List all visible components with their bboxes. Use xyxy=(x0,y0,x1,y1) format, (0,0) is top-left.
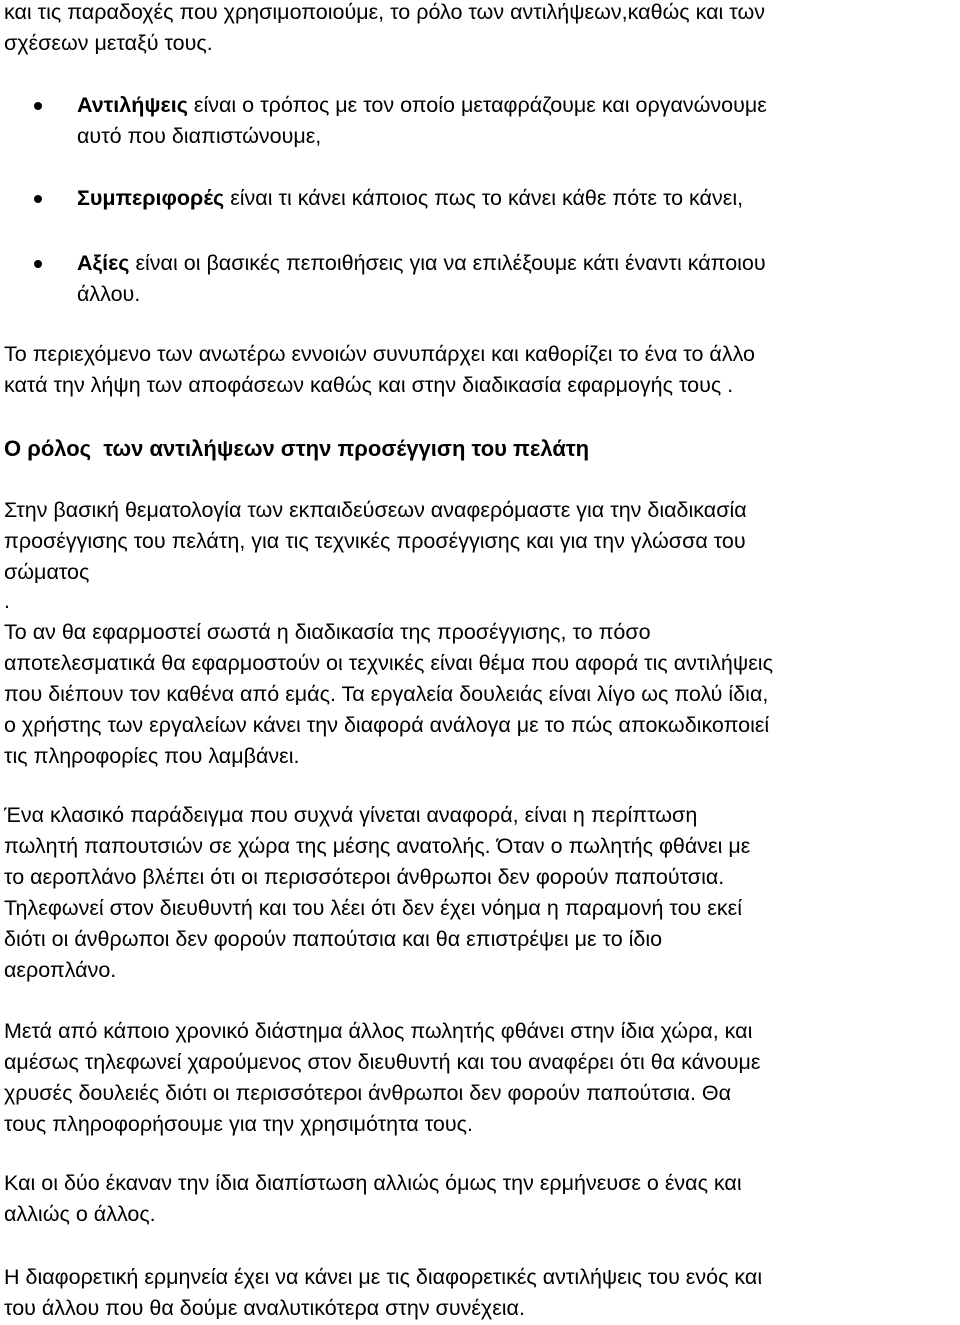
list-item-text xyxy=(77,183,957,214)
application-line-5: τις πληροφορίες που λαμβάνει. xyxy=(4,744,300,768)
definition-perceptions: είναι ο τρόπος με τον οποίο μεταφράζουμε και οργανώνουμε xyxy=(187,93,767,117)
example-line-5: διότι οι άνθρωποι δεν φορούν παπούτσια και θα επιστρέψει με το ίδιο xyxy=(4,927,663,951)
application-paragraph xyxy=(4,617,956,772)
training-line-4: . xyxy=(4,589,10,613)
second-seller-paragraph xyxy=(4,1016,956,1140)
definition-perceptions-line-2: αυτό που διαπιστώνουμε, xyxy=(77,124,322,148)
bullet-icon xyxy=(34,102,42,110)
training-paragraph xyxy=(4,495,956,615)
application-line-1: Το αν θα εφαρμοστεί σωστά η διαδικασία της προσέγγισης, το πόσο xyxy=(4,620,651,644)
conclusion-line-2: του άλλου που θα δούμε αναλυτικότερα στην συνέχεια. xyxy=(4,1296,525,1320)
both-paragraph xyxy=(4,1168,956,1230)
intro-line-1: και τις παραδοχές που χρησιμοποιούμε, το ρόλο των αντιλήψεων,καθώς και των xyxy=(4,0,766,24)
application-line-2: αποτελεσματικά θα εφαρμοστούν οι τεχνικές είναι θέμα που αφορά τις αντιλήψεις xyxy=(4,651,773,675)
training-line-2: προσέγγισης του πελάτη, για τις τεχνικές προσέγγισης και για την γλώσσα του xyxy=(4,529,746,553)
definition-values: είναι οι βασικές πεποιθήσεις για να επιλέξουμε κάτι έναντι κάποιου xyxy=(129,251,766,275)
second-seller-line-4: τους πληροφορήσουμε για την χρησιμότητα τους. xyxy=(4,1112,473,1136)
concepts-paragraph xyxy=(4,339,956,401)
example-line-2: πωλητή παπουτσιών σε χώρα της μέσης ανατολής. Όταν ο πωλητής φθάνει με xyxy=(4,834,751,858)
definition-values-line-2: άλλου. xyxy=(77,282,141,306)
training-line-3: σώματος xyxy=(4,560,90,584)
second-seller-line-3: χρυσές δουλειές διότι οι περισσότεροι άνθρωποι δεν φορούν παπούτσια. Θα xyxy=(4,1081,732,1105)
conclusion-line-1: Η διαφορετική ερμηνεία έχει να κάνει με τις διαφορετικές αντιλήψεις του ενός και xyxy=(4,1265,763,1289)
training-line-1: Στην βασική θεματολογία των εκπαιδεύσεων αναφερόμαστε για την διαδικασία xyxy=(4,498,747,522)
example-line-3: το αεροπλάνο βλέπει ότι οι περισσότεροι άνθρωποι δεν φορούν παπούτσια. xyxy=(4,865,725,889)
section-heading: Ο ρόλος των αντιλήψεων στην προσέγγιση του πελάτη xyxy=(4,436,590,461)
example-line-4: Τηλεφωνεί στον διευθυντή και του λέει ότι δεν έχει νόημα η παραμονή του εκεί xyxy=(4,896,742,920)
example-line-1: Ένα κλασικό παράδειγμα που συχνά γίνεται αναφορά, είναι η περίπτωση xyxy=(4,803,698,827)
intro-line-2: σχέσεων μεταξύ τους. xyxy=(4,31,213,55)
list-item-text xyxy=(77,248,957,310)
concepts-line-1: Το περιεχόμενο των ανωτέρω εννοιών συνυπάρχει και καθορίζει το ένα το άλλο xyxy=(4,342,755,366)
term-perceptions: Αντιλήψεις xyxy=(77,93,188,117)
term-values: Αξίες xyxy=(77,251,130,275)
second-seller-line-2: αμέσως τηλεφωνεί χαρούμενος στον διευθυντή και του αναφέρει ότι θα κάνουμε xyxy=(4,1050,761,1074)
bullet-icon xyxy=(34,195,42,203)
conclusion-paragraph xyxy=(4,1262,956,1324)
both-line-2: αλλιώς ο άλλος. xyxy=(4,1202,156,1226)
definition-behaviors: είναι τι κάνει κάποιος πως το κάνει κάθε πότε το κάνει, xyxy=(224,186,744,210)
concepts-line-2: κατά την λήψη των αποφάσεων καθώς και στην διαδικασία εφαρμογής τους . xyxy=(4,373,734,397)
list-item-text xyxy=(77,90,957,152)
term-behaviors: Συμπεριφορές xyxy=(77,186,225,210)
example-paragraph xyxy=(4,800,956,986)
intro-paragraph xyxy=(4,0,956,59)
both-line-1: Και οι δύο έκαναν την ίδια διαπίστωση αλλιώς όμως την ερμήνευσε ο ένας και xyxy=(4,1171,742,1195)
application-line-4: ο χρήστης των εργαλείων κάνει την διαφορά ανάλογα με το πώς αποκωδικοποιεί xyxy=(4,713,770,737)
bullet-icon xyxy=(34,260,42,268)
example-line-6: αεροπλάνο. xyxy=(4,958,117,982)
second-seller-line-1: Μετά από κάποιο χρονικό διάστημα άλλος πωλητής φθάνει στην ίδια χώρα, και xyxy=(4,1019,753,1043)
application-line-3: που διέπουν τον καθένα από εμάς. Τα εργαλεία δουλειάς είναι λίγο ως πολύ ίδια, xyxy=(4,682,769,706)
